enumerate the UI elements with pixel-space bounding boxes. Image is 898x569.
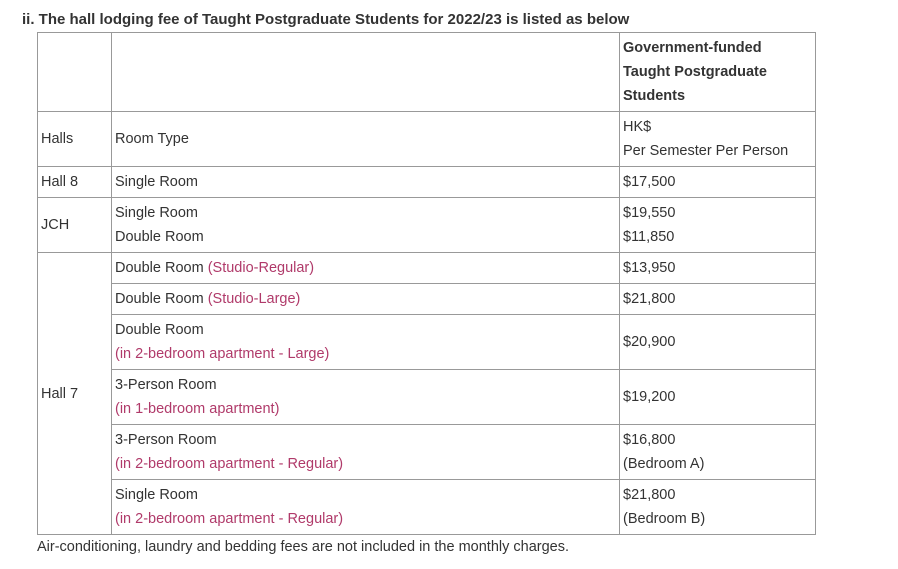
hall-name: Hall 7 [38, 253, 112, 535]
room-type: Single Room Double Room [112, 198, 620, 253]
table-row-hall7 [38, 480, 816, 535]
fee-value: $19,200 [620, 370, 816, 425]
section-heading: ii. The hall lodging fee of Taught Postgraduate Students for 2022/23 is listed as below [22, 11, 630, 28]
table-row-hall7 [38, 253, 816, 284]
hall-name: JCH [38, 198, 112, 253]
student-category-header: Government-funded Taught Postgraduate Students [620, 33, 816, 112]
table-row-column-header [38, 112, 816, 167]
table-row-hall7 [38, 284, 816, 315]
fee-value: $20,900 [620, 315, 816, 370]
room-type: Single Room (in 2-bedroom apartment - Regular) [112, 480, 620, 535]
room-detail: (in 2-bedroom apartment - Large) [115, 346, 330, 362]
fee-value: $16,800 (Bedroom A) [620, 425, 816, 480]
fee-value: $19,550 $11,850 [620, 198, 816, 253]
room-type: Double Room (Studio-Large) [112, 284, 620, 315]
footnote: Air-conditioning, laundry and bedding fees are not included in the monthly charges. [37, 539, 570, 555]
table-row-hall7 [38, 315, 816, 370]
fee-value: $13,950 [620, 253, 816, 284]
room-detail: (in 2-bedroom apartment - Regular) [115, 456, 344, 472]
room-detail: (in 1-bedroom apartment) [115, 401, 280, 417]
fee-note: (Bedroom A) [623, 456, 705, 472]
fee-value: $21,800 [620, 284, 816, 315]
fee-column-header [620, 112, 816, 167]
room-type: Double Room (Studio-Regular) [112, 253, 620, 284]
hall-name: Hall 8 [38, 167, 112, 198]
room-type-column-header: Room Type [112, 112, 620, 167]
room-detail: (in 2-bedroom apartment - Regular) [115, 511, 344, 527]
table-row-top-header [38, 33, 816, 112]
fee-value: $17,500 [620, 167, 816, 198]
room-type: Single Room [112, 167, 620, 198]
room-detail: (Studio-Regular) [207, 260, 315, 276]
table-row-hall7 [38, 425, 816, 480]
table-row-hall7 [38, 370, 816, 425]
room-type: 3-Person Room (in 2-bedroom apartment - Regular) [112, 425, 620, 480]
fee-value: $21,800 (Bedroom B) [620, 480, 816, 535]
room-detail: (Studio-Large) [207, 291, 301, 307]
fee-note: (Bedroom B) [623, 511, 706, 527]
currency-label: HK$ [623, 119, 652, 135]
halls-column-header: Halls [38, 112, 112, 167]
empty-header-cell [112, 33, 620, 112]
empty-header-cell [38, 33, 112, 112]
table-row-jch [38, 198, 816, 253]
table-row-hall8 [38, 167, 816, 198]
room-type: Double Room (in 2-bedroom apartment - Large) [112, 315, 620, 370]
lodging-fee-table [37, 32, 816, 535]
period-label: Per Semester Per Person [623, 143, 789, 159]
room-type: 3-Person Room (in 1-bedroom apartment) [112, 370, 620, 425]
